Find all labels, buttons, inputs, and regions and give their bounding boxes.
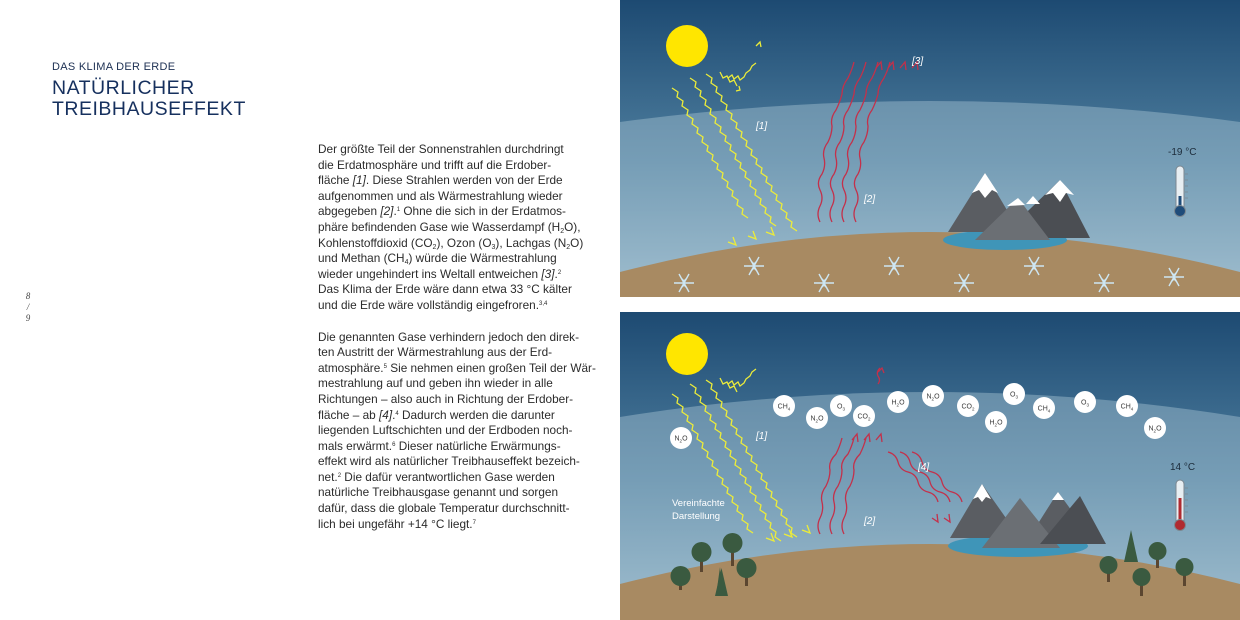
diagram-with-greenhouse	[620, 312, 1240, 620]
sun-icon	[666, 25, 708, 67]
footnote-marker: 2	[337, 472, 342, 479]
gas-molecule-label: $O_3$	[837, 403, 845, 412]
paragraph-2	[318, 329, 596, 533]
text-line: wieder ungehindert ins Weltall entweichen [3].$^2$	[318, 266, 562, 281]
text-line: natürliche Treibhausgase genannt und sorgen	[318, 485, 559, 500]
label-1: [1]	[756, 431, 768, 442]
label-1: [1]	[756, 121, 768, 132]
page-number-left: 8	[25, 291, 31, 301]
gas-molecule-label: $CH_4$	[1037, 405, 1051, 414]
gas-molecule-label: $O_3$	[1010, 391, 1018, 400]
page-title	[52, 78, 246, 120]
title-line-2: TREIBHAUSEFFEKT	[52, 98, 246, 120]
reference-1: [1]	[352, 173, 366, 188]
gas-molecule-label: $CH_4$	[1120, 403, 1134, 412]
text-line: ten Austritt der Wärmestrahlung aus der Erd-	[318, 345, 553, 360]
section-kicker: DAS KLIMA DER ERDE	[52, 61, 176, 73]
label-3: [3]	[912, 56, 924, 67]
text-line: abgegeben [2].$^1$ Ohne die sich in der Erdatmos-	[318, 204, 566, 219]
gas-molecule-label: $H_2O$	[989, 419, 1003, 428]
footnote-marker: 1	[396, 207, 401, 214]
gas-molecule	[1144, 417, 1166, 439]
text-line: net.$^2$ Die dafür verantwortlichen Gase werden	[318, 469, 555, 484]
footnote-marker: 7	[472, 519, 476, 526]
footnote-marker: 4	[395, 410, 399, 417]
reference-4: [4]	[379, 407, 393, 422]
footnote-marker: 2	[557, 269, 562, 276]
gas-molecule-label: $N_2O$	[674, 435, 688, 444]
note-line-1: Vereinfachte	[672, 498, 725, 509]
gas-molecule-label: $CO_2$	[857, 413, 871, 422]
gas-molecule	[985, 411, 1007, 433]
gas-molecule-label: $H_2O$	[891, 399, 905, 408]
gas-molecule	[1003, 383, 1025, 405]
paragraph-1	[318, 142, 588, 314]
gas-molecule-label: $N_2O$	[926, 393, 940, 402]
text-line: Richtungen – also auch in Richtung der Erdober-	[318, 391, 574, 406]
gas-molecule	[853, 405, 875, 427]
text-line: Der größte Teil der Sonnenstrahlen durchdringt	[318, 142, 564, 156]
text-line: aufgenommen und als Wärmestrahlung wieder	[318, 188, 563, 203]
text-line: mals erwärmt.$^6$ Dieser natürliche Erwärmungs-	[318, 438, 561, 453]
page-number-right: 9	[25, 313, 31, 323]
gas-molecule	[922, 385, 944, 407]
text-line: und Methan $(CH_4)$ würde die Wärmestrahlung	[318, 251, 557, 267]
footnote-marker: 5	[383, 363, 387, 370]
text-line: dafür, dass die globale Temperatur durchschnitt-	[318, 501, 570, 516]
gas-molecule	[887, 391, 909, 413]
gas-molecule	[773, 395, 795, 417]
page-number	[24, 291, 32, 324]
label-4: [4]	[918, 462, 930, 473]
reference-2: [2]	[380, 204, 394, 219]
page-number-separator: /	[26, 302, 30, 312]
text-line: fläche – ab [4].$^4$ Dadurch werden die darunter	[318, 407, 555, 422]
reference-3: [3]	[541, 266, 555, 281]
label-2: [2]	[864, 516, 876, 527]
body-text	[318, 142, 596, 548]
text-line: und die Erde wäre vollständig eingefroren.$^{3,4}$	[318, 297, 548, 312]
text-line: Die genannten Gase verhindern jedoch den direk-	[318, 329, 580, 344]
text-line: effekt wird als natürlicher Treibhauseffekt bezeich-	[318, 454, 580, 469]
diagram-without-greenhouse	[620, 0, 1240, 297]
text-line: phäre befindenden Gase wie Wasserdampf $(H_2O)$,	[318, 219, 581, 235]
footnote-marker: 3,4	[539, 300, 548, 307]
text-line: Kohlenstoffdioxid $(CO_2)$, Ozon $(O_3)$, Lachgas $(N_2O)$	[318, 235, 584, 251]
gas-molecule-label: $CO_2$	[961, 403, 975, 412]
text-line: mestrahlung auf und geben ihn wieder in alle	[318, 376, 553, 391]
temperature-readout: 14 °C	[1170, 462, 1196, 473]
gas-molecule-label: $O_3$	[1081, 399, 1089, 408]
note-line-2: Darstellung	[672, 511, 721, 522]
gas-molecule	[806, 407, 828, 429]
text-line: liegenden Luftschichten und der Erdboden noch-	[318, 423, 573, 438]
gas-molecule	[670, 427, 692, 449]
sun-icon	[666, 333, 708, 375]
gas-molecule	[1116, 395, 1138, 417]
temperature-readout: -19 °C	[1168, 147, 1197, 158]
text-line: atmosphäre.$^5$ Sie nehmen einen großen Teil der Wär-	[318, 360, 596, 375]
text-line: Das Klima der Erde wäre dann etwa 33 °C kälter	[318, 282, 572, 297]
gas-molecule-label: $CH_4$	[777, 403, 791, 412]
text-line: lich bei ungefähr +14 °C liegt.$^7$	[318, 516, 476, 531]
gas-molecule	[1033, 397, 1055, 419]
label-2: [2]	[864, 194, 876, 205]
gas-molecule	[830, 395, 852, 417]
gas-molecule-label: $N_2O$	[1148, 425, 1162, 434]
title-line-1: NATÜRLICHER	[52, 77, 195, 99]
gas-molecule	[957, 395, 979, 417]
footnote-marker: 6	[392, 441, 396, 448]
text-line: fläche [1]. Diese Strahlen werden von der Erde	[318, 173, 563, 188]
text-line: die Erdatmosphäre und trifft auf die Erdober-	[318, 157, 552, 172]
gas-molecule-label: $N_2O$	[810, 415, 824, 424]
gas-molecule	[1074, 391, 1096, 413]
